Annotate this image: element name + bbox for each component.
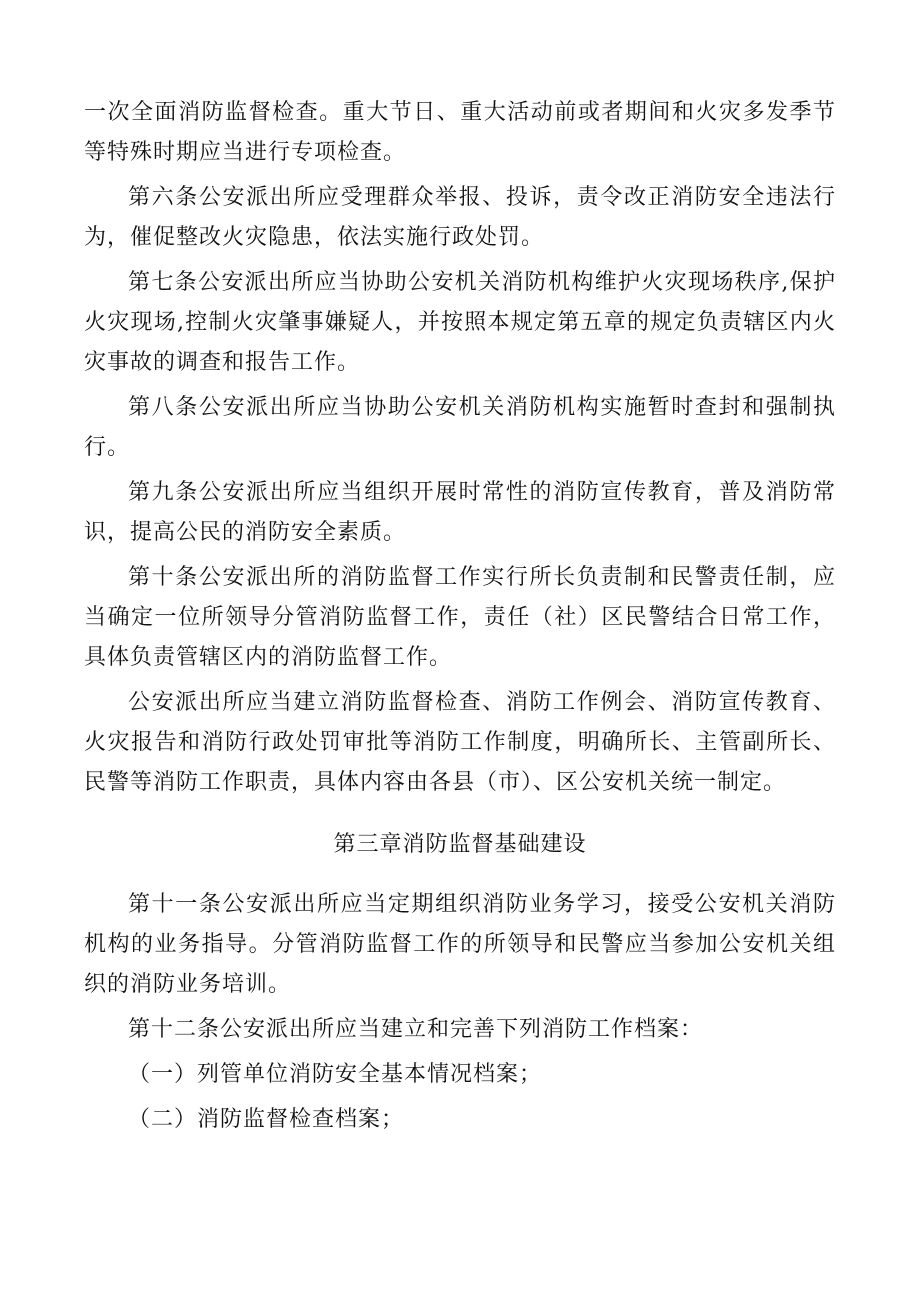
paragraph-article-11: 第十一条公安派出所应当定期组织消防业务学习，接受公安机关消防机构的业务指导。分管消防监督工作的所领导和民警应当参加公安机关组织的消防业务培训。 [84,892,836,997]
list-item-archive-2: （二）消防监督检查档案； [128,1107,405,1132]
paragraph-article-10: 第十条公安派出所的消防监督工作实行所长负责制和民警责任制，应当确定一位所领导分管消防监督工作，责任（社）区民警结合日常工作，具体负责管辖区内的消防监督工作。 [84,565,836,670]
paragraph-article-6: 第六条公安派出所应受理群众举报、投诉，责令改正消防安全违法行为，催促整改火灾隐患，依法实施行政处罚。 [84,185,836,250]
paragraph-article-5-continued: 一次全面消防监督检查。重大节日、重大活动前或者期间和火灾多发季节等特殊时期应当进行专项检查。 [84,100,836,165]
list-item-archive-1: （一）列管单位消防安全基本情况档案； [128,1062,543,1087]
paragraph-article-8: 第八条公安派出所应当协助公安机关消防机构实施暂时查封和强制执行。 [84,395,836,460]
chapter-heading: 第三章消防监督基础建设 [333,832,587,857]
paragraph-article-10-systems: 公安派出所应当建立消防监督检查、消防工作例会、消防宣传教育、火灾报告和消防行政处罚审批等消防工作制度，明确所长、主管副所长、民警等消防工作职责，具体内容由各县（市）、区公安机关统一制定。 [84,690,836,795]
paragraph-article-12: 第十二条公安派出所应当建立和完善下列消防工作档案： [128,1017,704,1042]
paragraph-article-7: 第七条公安派出所应当协助公安机关消防机构维护火灾现场秩序,保护火灾现场,控制火灾肇事嫌疑人，并按照本规定第五章的规定负责辖区内火灾事故的调查和报告工作。 [84,270,836,375]
paragraph-article-9: 第九条公安派出所应当组织开展时常性的消防宣传教育，普及消防常识，提高公民的消防安全素质。 [84,480,836,545]
body-section-before [84,93,836,803]
body-section-after [84,885,836,1140]
